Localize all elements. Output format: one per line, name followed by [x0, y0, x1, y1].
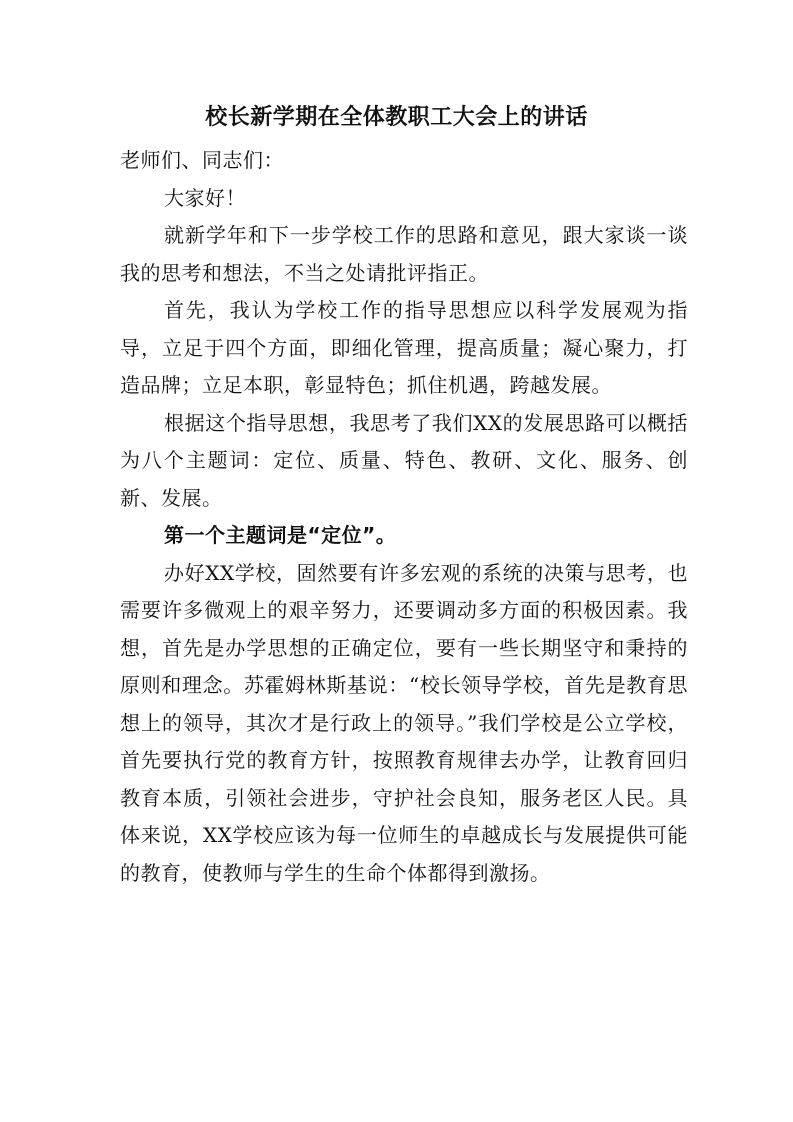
paragraph-intro: 就新学年和下一步学校工作的思路和意见，跟大家谈一谈我的思考和想法，不当之处请批评指正。	[120, 223, 688, 285]
paragraph-greeting: 大家好！	[164, 185, 246, 210]
paragraph-positioning: 办好XX学校，固然要有许多宏观的系统的决策与思考，也需要许多微观上的艰辛努力，还要调动多方面的积极因素。我想，首先是办学思想的正确定位，要有一些长期坚守和秉持的原则和理念。苏霍姆林斯基说：“校长领导学校，首先是教育思想上的领导，其次才是行政上的领导。”我们学校是公立学校，首先要执行党的教育方针，按照教育规律去办学，让教育回归教育本质，引领社会进步，守护社会良知，服务老区人民。具体来说，XX学校应该为每一位师生的卓越成长与发展提供可能的教育，使教师与学生的生命个体都得到激扬。	[120, 560, 688, 885]
document-body	[120, 142, 688, 892]
paragraph-guiding-ideology: 首先，我认为学校工作的指导思想应以科学发展观为指导，立足于四个方面，即细化管理，提高质量；凝心聚力，打造品牌；立足本职，彰显特色；抓住机遇，跨越发展。	[120, 298, 688, 397]
section-heading-positioning: 第一个主题词是“定位”。	[164, 523, 397, 547]
paragraph-theme-words: 根据这个指导思想，我思考了我们XX的发展思路可以概括为八个主题词：定位、质量、特色、教研、文化、服务、创新、发展。	[120, 410, 688, 510]
document-title: 校长新学期在全体教职工大会上的讲话	[205, 105, 588, 130]
salutation: 老师们、同志们：	[120, 148, 284, 172]
